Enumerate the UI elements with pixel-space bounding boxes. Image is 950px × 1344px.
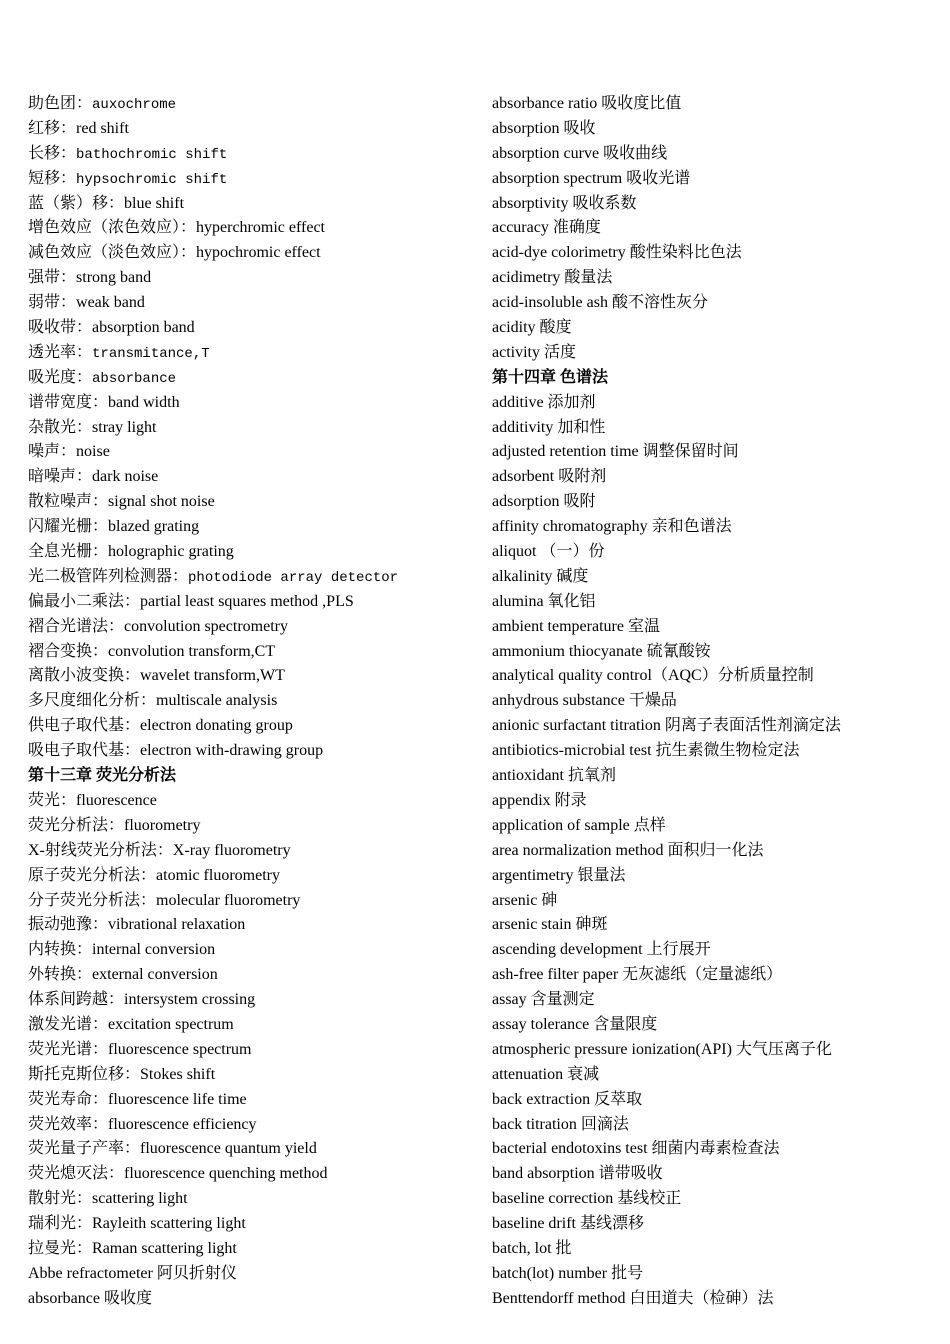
term-chinese: Abbe refractometer 阿贝折射仪 bbox=[28, 1264, 237, 1282]
glossary-entry bbox=[28, 1162, 468, 1187]
term-english: electron with-drawing group bbox=[140, 742, 324, 760]
glossary-entry: acid-dye colorimetry 酸性染料比色法 bbox=[492, 244, 742, 262]
glossary-entry bbox=[28, 117, 468, 142]
term-chinese: 荧光量子产率： bbox=[28, 1140, 141, 1158]
term-english: noise bbox=[76, 443, 110, 461]
term-english: Rayleith scattering light bbox=[92, 1215, 246, 1233]
glossary-entry: back extraction 反萃取 bbox=[492, 1090, 643, 1108]
glossary-entry bbox=[28, 714, 468, 739]
glossary-entry bbox=[28, 490, 468, 515]
glossary-entry: ammonium thiocyanate 硫氰酸铵 bbox=[492, 642, 711, 660]
glossary-entry bbox=[28, 640, 468, 665]
term-chinese: 内转换： bbox=[28, 941, 93, 959]
glossary-entry: baseline correction 基线校正 bbox=[492, 1190, 682, 1208]
glossary-entry: back titration 回滴法 bbox=[492, 1115, 629, 1133]
glossary-entry bbox=[28, 689, 468, 714]
glossary-entry bbox=[28, 839, 468, 864]
glossary-entry bbox=[28, 664, 468, 689]
term-english: Raman scattering light bbox=[92, 1239, 237, 1257]
glossary-entry bbox=[28, 540, 468, 565]
glossary-entry bbox=[28, 590, 468, 615]
term-english: fluorescence life time bbox=[108, 1090, 247, 1108]
term-english: wavelet transform,WT bbox=[140, 667, 285, 685]
glossary-entry: assay 含量测定 bbox=[492, 991, 595, 1009]
term-english: signal shot noise bbox=[108, 493, 215, 511]
glossary-entry bbox=[28, 1287, 468, 1312]
glossary-entry: absorptivity 吸收系数 bbox=[492, 194, 637, 212]
glossary-entry: ascending development 上行展开 bbox=[492, 941, 711, 959]
glossary-entry bbox=[28, 92, 468, 117]
term-english: multiscale analysis bbox=[156, 692, 278, 710]
glossary-entry bbox=[28, 167, 468, 192]
term-english: strong band bbox=[76, 269, 152, 287]
term-english: fluorescence efficiency bbox=[108, 1115, 257, 1133]
term-chinese: 振动弛豫： bbox=[28, 916, 109, 934]
glossary-entry: alkalinity 碱度 bbox=[492, 567, 589, 585]
term-chinese: 减色效应（淡色效应）： bbox=[28, 244, 197, 262]
term-english: fluorescence quenching method bbox=[124, 1165, 328, 1183]
term-chinese: 离散小波变换： bbox=[28, 667, 141, 685]
term-english: fluorescence spectrum bbox=[108, 1040, 252, 1058]
glossary-entry: acid-insoluble ash 酸不溶性灰分 bbox=[492, 294, 708, 312]
term-chinese: absorbance 吸收度 bbox=[28, 1289, 152, 1307]
glossary-entry bbox=[28, 341, 468, 366]
term-chinese: 荧光寿命： bbox=[28, 1090, 109, 1108]
term-english: absorption band bbox=[92, 319, 195, 337]
glossary-entry bbox=[28, 739, 468, 764]
term-chinese: 激发光谱： bbox=[28, 1015, 109, 1033]
glossary-entry bbox=[28, 913, 468, 938]
term-chinese: 荧光： bbox=[28, 791, 77, 809]
glossary-entry bbox=[28, 814, 468, 839]
term-chinese: 分子荧光分析法： bbox=[28, 891, 157, 909]
right-column bbox=[492, 92, 932, 1312]
glossary-entry: bacterial endotoxins test 细菌内毒素检查法 bbox=[492, 1140, 780, 1158]
term-english: band width bbox=[108, 393, 180, 411]
term-chinese: 褶合光谱法： bbox=[28, 617, 125, 635]
glossary-entry: absorbance ratio 吸收度比值 bbox=[492, 95, 682, 112]
glossary-entry bbox=[28, 963, 468, 988]
glossary-entry: acidity 酸度 bbox=[492, 319, 572, 337]
glossary-entry bbox=[28, 291, 468, 316]
term-chinese: 荧光效率： bbox=[28, 1115, 109, 1133]
term-chinese: 透光率： bbox=[28, 343, 93, 361]
glossary-entry: antibiotics-microbial test 抗生素微生物检定法 bbox=[492, 742, 800, 760]
term-chinese: 闪耀光栅： bbox=[28, 518, 109, 536]
term-chinese: 蓝（紫）移： bbox=[28, 194, 125, 212]
term-chinese: 光二极管阵列检测器： bbox=[28, 567, 189, 585]
term-chinese: 第十三章 荧光分析法 bbox=[28, 767, 177, 785]
glossary-entry: batch(lot) number 批号 bbox=[492, 1264, 644, 1282]
term-english: transmitance,T bbox=[92, 345, 210, 362]
term-chinese: 吸电子取代基： bbox=[28, 742, 141, 760]
glossary-entry: alumina 氧化铝 bbox=[492, 592, 596, 610]
glossary-entry: band absorption 谱带吸收 bbox=[492, 1165, 663, 1183]
term-chinese: 原子荧光分析法： bbox=[28, 866, 157, 884]
glossary-entry: adsorbent 吸附剂 bbox=[492, 468, 607, 486]
glossary-entry: area normalization method 面积归一化法 bbox=[492, 841, 764, 859]
term-english: hypochromic effect bbox=[196, 244, 321, 262]
glossary-entry bbox=[28, 316, 468, 341]
term-chinese: 杂散光： bbox=[28, 418, 93, 436]
glossary-entry: ash-free filter paper 无灰滤纸（定量滤纸） bbox=[492, 966, 783, 984]
glossary-entry: appendix 附录 bbox=[492, 791, 587, 809]
glossary-entry bbox=[28, 366, 468, 391]
term-english: intersystem crossing bbox=[124, 991, 256, 1009]
glossary-entry: application of sample 点样 bbox=[492, 816, 666, 834]
glossary-entry: attenuation 衰减 bbox=[492, 1065, 600, 1083]
term-english: red shift bbox=[76, 119, 129, 137]
glossary-entry: affinity chromatography 亲和色谱法 bbox=[492, 518, 732, 536]
term-chinese: 长移： bbox=[28, 144, 77, 162]
term-english: fluorescence quantum yield bbox=[140, 1140, 317, 1158]
glossary-entry bbox=[28, 1212, 468, 1237]
term-english: excitation spectrum bbox=[108, 1015, 234, 1033]
chapter-heading: 第十四章 色谱法 bbox=[492, 368, 609, 386]
term-chinese: 强带： bbox=[28, 269, 77, 287]
term-english: external conversion bbox=[92, 966, 218, 984]
glossary-entry: accuracy 准确度 bbox=[492, 219, 601, 237]
term-chinese: 多尺度细化分析： bbox=[28, 692, 157, 710]
glossary-entry bbox=[28, 266, 468, 291]
glossary-entry: assay tolerance 含量限度 bbox=[492, 1015, 658, 1033]
glossary-entry: Benttendorff method 白田道夫（检砷）法 bbox=[492, 1289, 774, 1307]
term-english: weak band bbox=[76, 294, 145, 312]
term-english: X-ray fluorometry bbox=[172, 841, 291, 859]
term-english: fluorescence bbox=[76, 791, 157, 809]
term-english: hypsochromic shift bbox=[76, 171, 228, 188]
glossary-entry bbox=[28, 789, 468, 814]
glossary-entry bbox=[28, 515, 468, 540]
glossary-entry bbox=[28, 1088, 468, 1113]
glossary-entry: absorption 吸收 bbox=[492, 119, 596, 137]
term-chinese: 短移： bbox=[28, 169, 77, 187]
glossary-entry: acidimetry 酸量法 bbox=[492, 269, 613, 287]
glossary-entry: ambient temperature 室温 bbox=[492, 617, 660, 635]
term-chinese: 红移： bbox=[28, 119, 77, 137]
term-english: hyperchromic effect bbox=[196, 219, 325, 237]
glossary-entry bbox=[28, 889, 468, 914]
term-chinese: 外转换： bbox=[28, 966, 93, 984]
term-chinese: 弱带： bbox=[28, 294, 77, 312]
glossary-entry bbox=[28, 1013, 468, 1038]
glossary-entry bbox=[28, 192, 468, 217]
glossary-entry bbox=[28, 615, 468, 640]
glossary-entry bbox=[28, 216, 468, 241]
term-english: partial least squares method ,PLS bbox=[140, 592, 354, 610]
term-english: dark noise bbox=[92, 468, 159, 486]
term-english: scattering light bbox=[92, 1190, 188, 1208]
glossary-entry: atmospheric pressure ionization(API) 大气压离子化 bbox=[492, 1040, 832, 1058]
glossary-entry: additivity 加和性 bbox=[492, 418, 606, 436]
term-english: stray light bbox=[92, 418, 157, 436]
glossary-entry bbox=[28, 391, 468, 416]
glossary-entry bbox=[28, 1262, 468, 1287]
glossary-entry bbox=[28, 988, 468, 1013]
term-chinese: 拉曼光： bbox=[28, 1239, 93, 1257]
glossary-entry bbox=[28, 1237, 468, 1262]
term-english: vibrational relaxation bbox=[108, 916, 246, 934]
glossary-entry: argentimetry 银量法 bbox=[492, 866, 626, 884]
glossary-entry bbox=[28, 416, 468, 441]
glossary-entry bbox=[28, 1187, 468, 1212]
term-chinese: 吸光度： bbox=[28, 368, 93, 386]
term-english: atomic fluorometry bbox=[156, 866, 280, 884]
glossary-entry: absorption curve 吸收曲线 bbox=[492, 144, 668, 162]
glossary-entry bbox=[28, 1137, 468, 1162]
term-chinese: 瑞利光： bbox=[28, 1215, 93, 1233]
term-chinese: 暗噪声： bbox=[28, 468, 93, 486]
term-english: bathochromic shift bbox=[76, 146, 228, 163]
term-english: Stokes shift bbox=[140, 1065, 216, 1083]
glossary-entry bbox=[28, 938, 468, 963]
glossary-entry: antioxidant 抗氧剂 bbox=[492, 767, 616, 785]
term-chinese: 散粒噪声： bbox=[28, 493, 109, 511]
term-chinese: 增色效应（浓色效应）： bbox=[28, 219, 197, 237]
chapter-heading bbox=[28, 764, 468, 789]
glossary-entry: analytical quality control（AQC）分析质量控制 bbox=[492, 667, 814, 685]
term-english: fluorometry bbox=[124, 816, 201, 834]
term-chinese: 全息光栅： bbox=[28, 543, 109, 561]
glossary-entry bbox=[28, 440, 468, 465]
term-chinese: 斯托克斯位移： bbox=[28, 1065, 141, 1083]
term-chinese: X-射线荧光分析法： bbox=[28, 841, 173, 859]
glossary-entry: arsenic 砷 bbox=[492, 891, 558, 909]
glossary-entry bbox=[28, 241, 468, 266]
term-chinese: 荧光分析法： bbox=[28, 816, 125, 834]
glossary-entry: anhydrous substance 干燥品 bbox=[492, 692, 677, 710]
glossary-entry: baseline drift 基线漂移 bbox=[492, 1215, 644, 1233]
term-english: blazed grating bbox=[108, 518, 200, 536]
term-chinese: 偏最小二乘法： bbox=[28, 592, 141, 610]
term-chinese: 谱带宽度： bbox=[28, 393, 109, 411]
term-english: auxochrome bbox=[92, 97, 177, 113]
term-chinese: 助色团： bbox=[28, 95, 93, 112]
term-english: internal conversion bbox=[92, 941, 216, 959]
term-chinese: 荧光光谱： bbox=[28, 1040, 109, 1058]
left-column bbox=[28, 92, 468, 1312]
term-english: electron donating group bbox=[140, 717, 293, 735]
term-english: holographic grating bbox=[108, 543, 234, 561]
glossary-entry bbox=[28, 565, 468, 590]
term-chinese: 褶合变换： bbox=[28, 642, 109, 660]
term-english: blue shift bbox=[124, 194, 185, 212]
glossary-entry: batch, lot 批 bbox=[492, 1239, 572, 1257]
term-english: convolution transform,CT bbox=[108, 642, 276, 660]
glossary-entry: absorption spectrum 吸收光谱 bbox=[492, 169, 691, 187]
term-chinese: 荧光熄灭法： bbox=[28, 1165, 125, 1183]
glossary-entry bbox=[28, 142, 468, 167]
glossary-entry: additive 添加剂 bbox=[492, 393, 596, 411]
glossary-entry bbox=[28, 1113, 468, 1138]
term-chinese: 吸收带： bbox=[28, 319, 93, 337]
glossary-entry: anionic surfactant titration 阴离子表面活性剂滴定法 bbox=[492, 717, 841, 735]
glossary-entry: arsenic stain 砷斑 bbox=[492, 916, 608, 934]
term-english: absorbance bbox=[92, 370, 177, 387]
glossary-entry: activity 活度 bbox=[492, 343, 576, 361]
glossary-entry bbox=[28, 864, 468, 889]
glossary-entry: adsorption 吸附 bbox=[492, 493, 596, 511]
glossary-entry bbox=[28, 1038, 468, 1063]
term-chinese: 散射光： bbox=[28, 1190, 93, 1208]
glossary-entry bbox=[28, 1063, 468, 1088]
term-english: convolution spectrometry bbox=[124, 617, 288, 635]
term-chinese: 体系间跨越： bbox=[28, 991, 125, 1009]
glossary-entry: adjusted retention time 调整保留时间 bbox=[492, 443, 739, 461]
term-english: photodiode array detector bbox=[188, 569, 399, 586]
glossary-entry: aliquot （一）份 bbox=[492, 543, 605, 561]
term-english: molecular fluorometry bbox=[156, 891, 301, 909]
term-chinese: 噪声： bbox=[28, 443, 77, 461]
glossary-entry bbox=[28, 465, 468, 490]
term-chinese: 供电子取代基： bbox=[28, 717, 141, 735]
